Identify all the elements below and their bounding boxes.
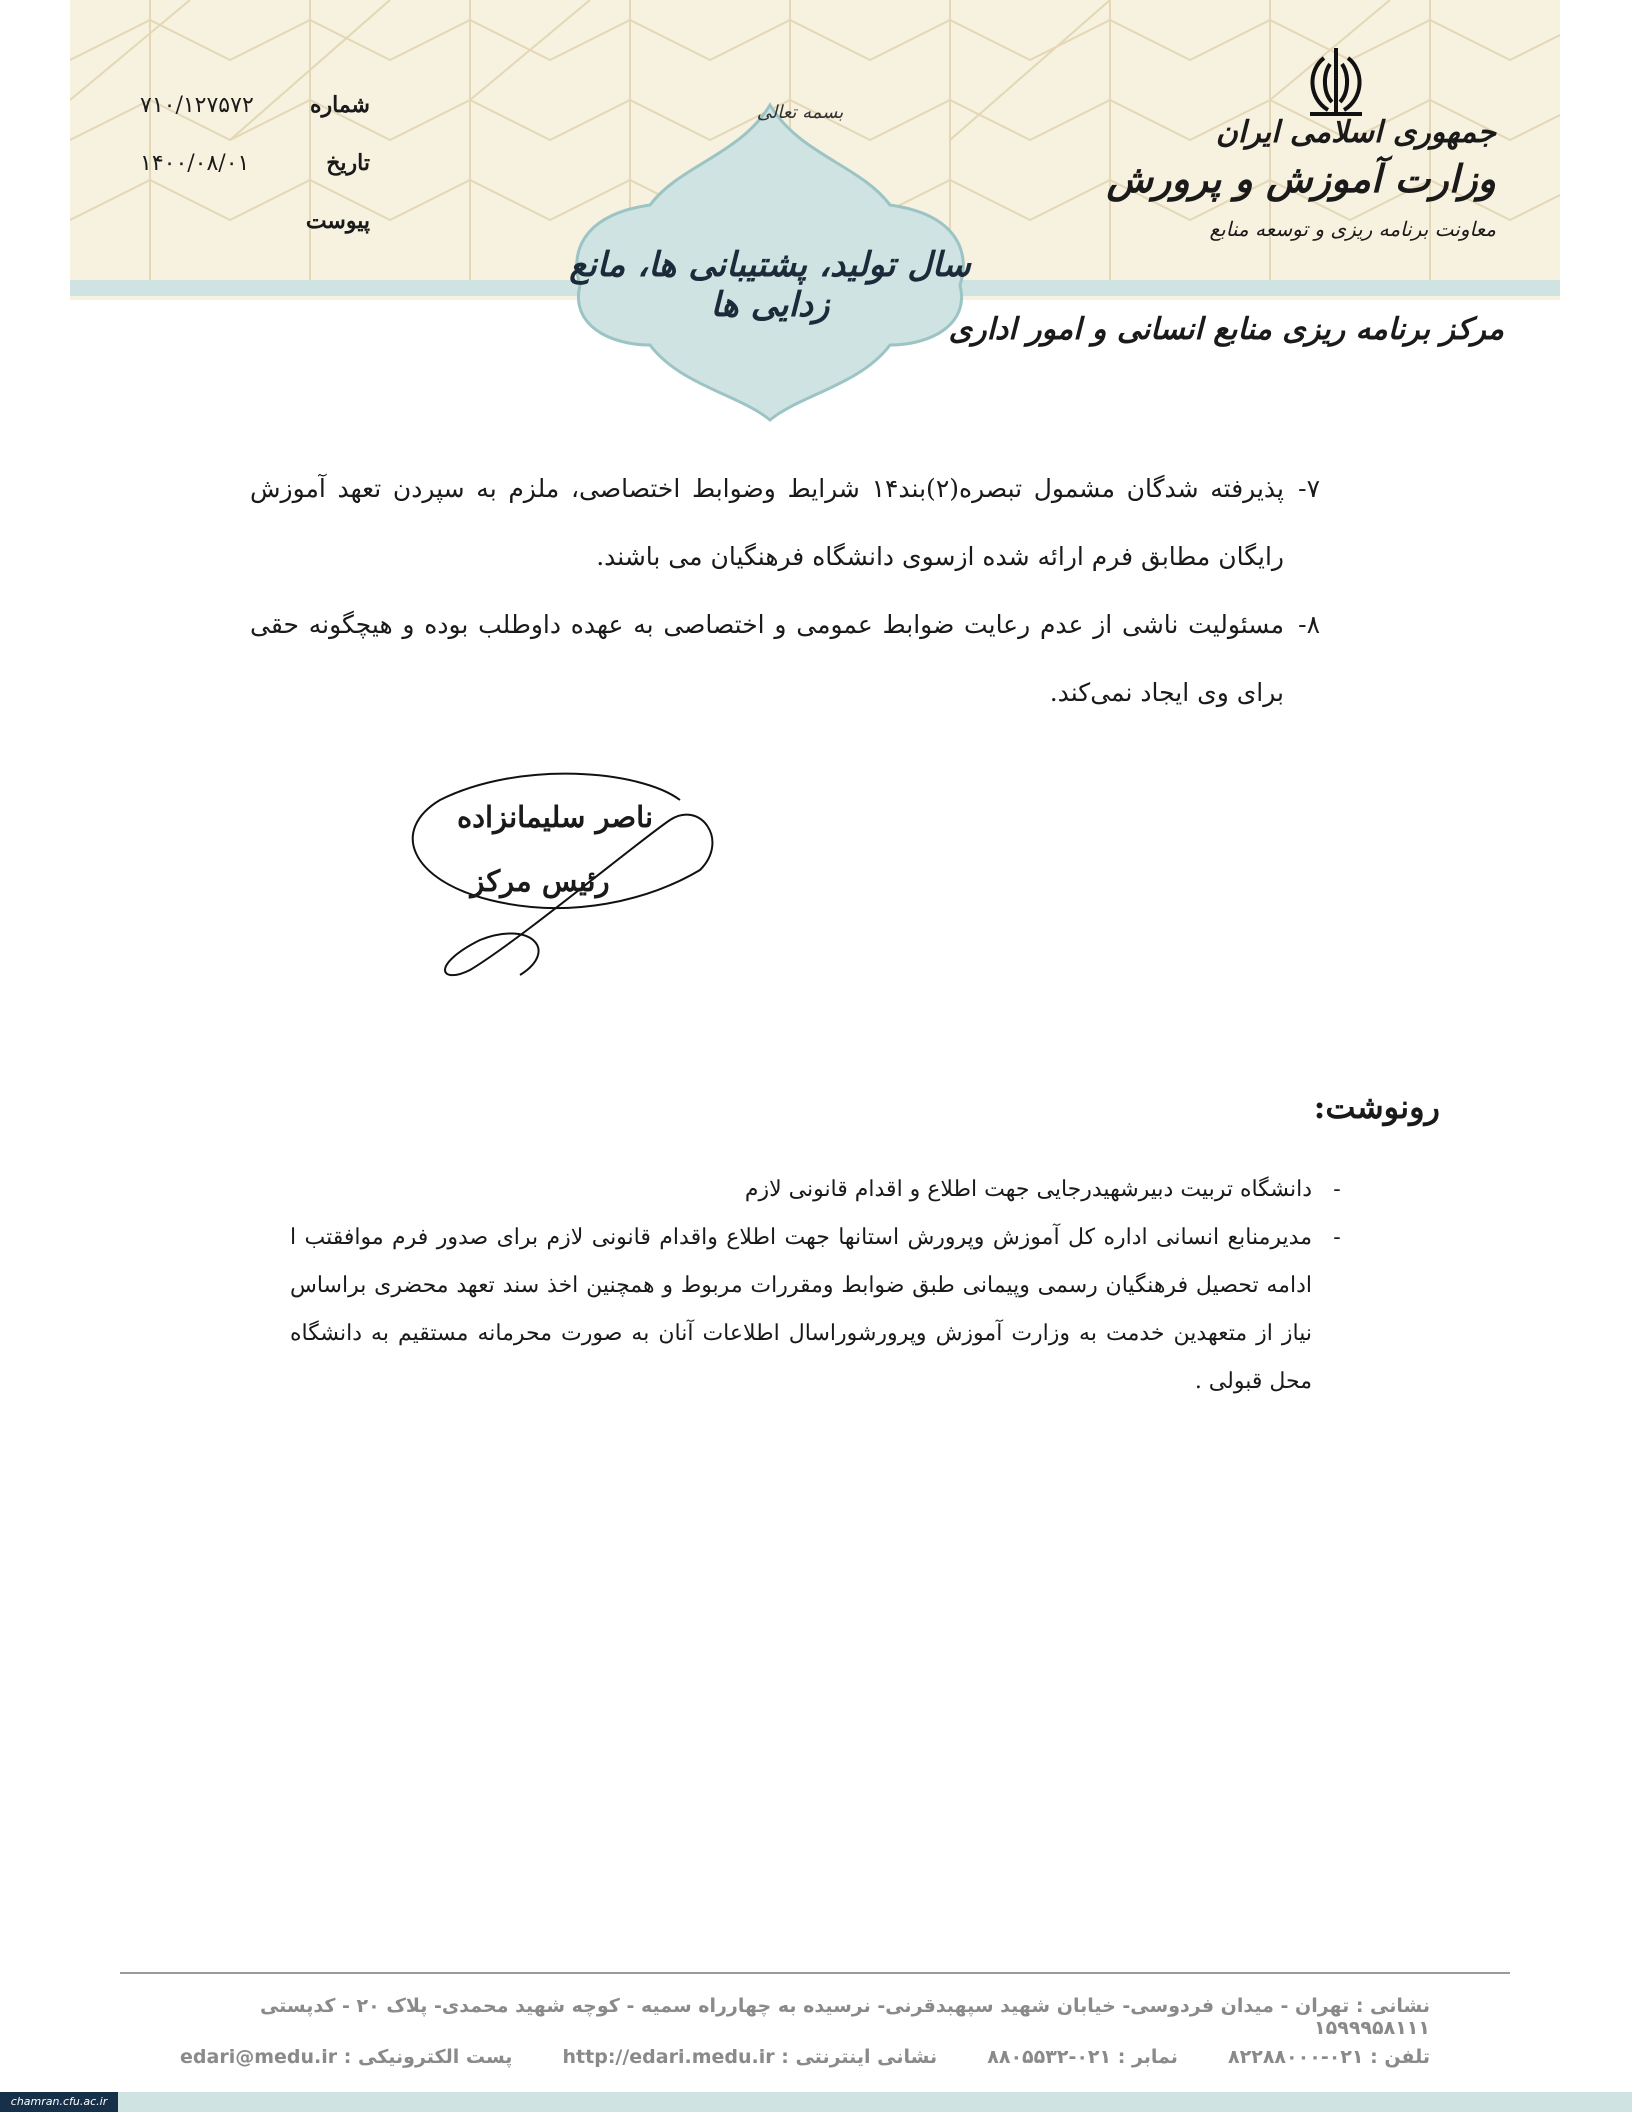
item-text: پذیرفته شدگان مشمول تبصره(۲)بند۱۴ شرایط وضوابط اختصاصی، ملزم به سپردن تعهد آموزش رایگان مطابق فرم ارائه شده ازسوی دانشگاه فرهنگیان می باشند.: [250, 474, 1284, 571]
item-number: ۸-: [1298, 610, 1320, 639]
cc-list: [290, 1166, 1362, 1406]
footer-contacts: [180, 2046, 1430, 2068]
footer-website-link[interactable]: http://edari.medu.ir: [562, 2046, 775, 2068]
basmala: بسمه تعالی: [756, 102, 844, 123]
meta-attachment-row: [140, 208, 370, 266]
bottom-bar: [0, 2092, 1632, 2112]
cc-title: رونوشت:: [1313, 1088, 1440, 1126]
meta-date-row: [140, 150, 370, 208]
meta-number-row: [140, 92, 370, 150]
letter-body: [250, 455, 1320, 727]
item-text: مسئولیت ناشی از عدم رعایت ضوابط عمومی و اختصاصی به عهده داوطلب بوده و هیچگونه حقی برای وی ایجاد نمی‌کند.: [250, 610, 1284, 707]
cc-text: دانشگاه تربیت دبیرشهیدرجایی جهت اطلاع و اقدام قانونی لازم: [744, 1177, 1312, 1202]
list-item: [250, 455, 1320, 591]
footer-phone: تلفن : ۰۲۱-۸۲۲۸۸۰۰۰: [1228, 2046, 1430, 2068]
cc-item: [290, 1214, 1362, 1406]
meta-number-label: شماره: [309, 92, 370, 118]
meta-number-value: ۷۱۰/۱۲۷۵۷۲: [140, 93, 254, 118]
footer-email-label: پست الکترونیکی :: [343, 2046, 513, 2068]
cc-bullet: -: [1333, 1177, 1341, 1202]
ministry-name: وزارت آموزش و پرورش: [1106, 156, 1496, 201]
meta-date-value: ۱۴۰۰/۰۸/۰۱: [140, 151, 250, 176]
footer-email-group: [180, 2046, 512, 2068]
cc-text: مدیرمنابع انسانی اداره کل آموزش وپرورش استانها جهت اطلاع واقدام قانونی لازم برای صدور فرم موافقتب ا ادامه تحصیل فرهنگیان رسمی وپیمانی طبق ضوابط ومقررات مربوط و همچنین اخذ سند تعهد محضری براساس نیاز از متعهدین خدمت به وزارت آموزش وپرورشوراسال اطلاعات آنان به صورت محرمانه مستقیم به دانشگاه محل قبولی .: [290, 1225, 1312, 1394]
center-name: مرکز برنامه ریزی منابع انسانی و امور اداری: [948, 312, 1504, 347]
meta-attachment-label: پیوست: [305, 208, 370, 234]
footer-fax: نمابر : ۰۲۱-۸۸۰۵۵۳۲: [987, 2046, 1178, 2068]
meta-date-label: تاریخ: [326, 150, 370, 176]
organization-block: [1107, 115, 1496, 241]
list-item: [250, 591, 1320, 727]
iran-emblem-icon: [1300, 40, 1372, 120]
cc-item: [290, 1166, 1362, 1214]
footer-email-link[interactable]: edari@medu.ir: [180, 2046, 338, 2068]
signatory-name: ناصر سلیمانزاده: [456, 800, 654, 834]
footer-divider: [120, 1972, 1510, 1974]
footer-address: نشانی : تهران - میدان فردوسی- خیابان شهید سپهبدقرنی- نرسیده به چهارراه سمیه - کوچه شهید محمدی- پلاک ۲۰ - کدپستی ۱۵۹۹۹۵۸۱۱۱: [259, 1995, 1430, 2039]
footer-website-label: نشانی اینترنتی :: [781, 2046, 938, 2068]
site-watermark: chamran.cfu.ac.ir: [0, 2092, 118, 2112]
deputy-name: معاونت برنامه ریزی و توسعه منابع: [1209, 217, 1496, 241]
country-name: جمهوری اسلامی ایران: [1215, 115, 1496, 150]
year-motto: سال تولید، پشتیبانی ها، مانع زدایی ها: [569, 245, 971, 325]
footer-website-group: [563, 2046, 938, 2068]
cc-bullet: -: [1333, 1225, 1341, 1250]
letter-meta: [140, 92, 370, 266]
item-number: ۷-: [1298, 474, 1320, 503]
signatory-title: رئیس مرکز: [470, 864, 610, 898]
